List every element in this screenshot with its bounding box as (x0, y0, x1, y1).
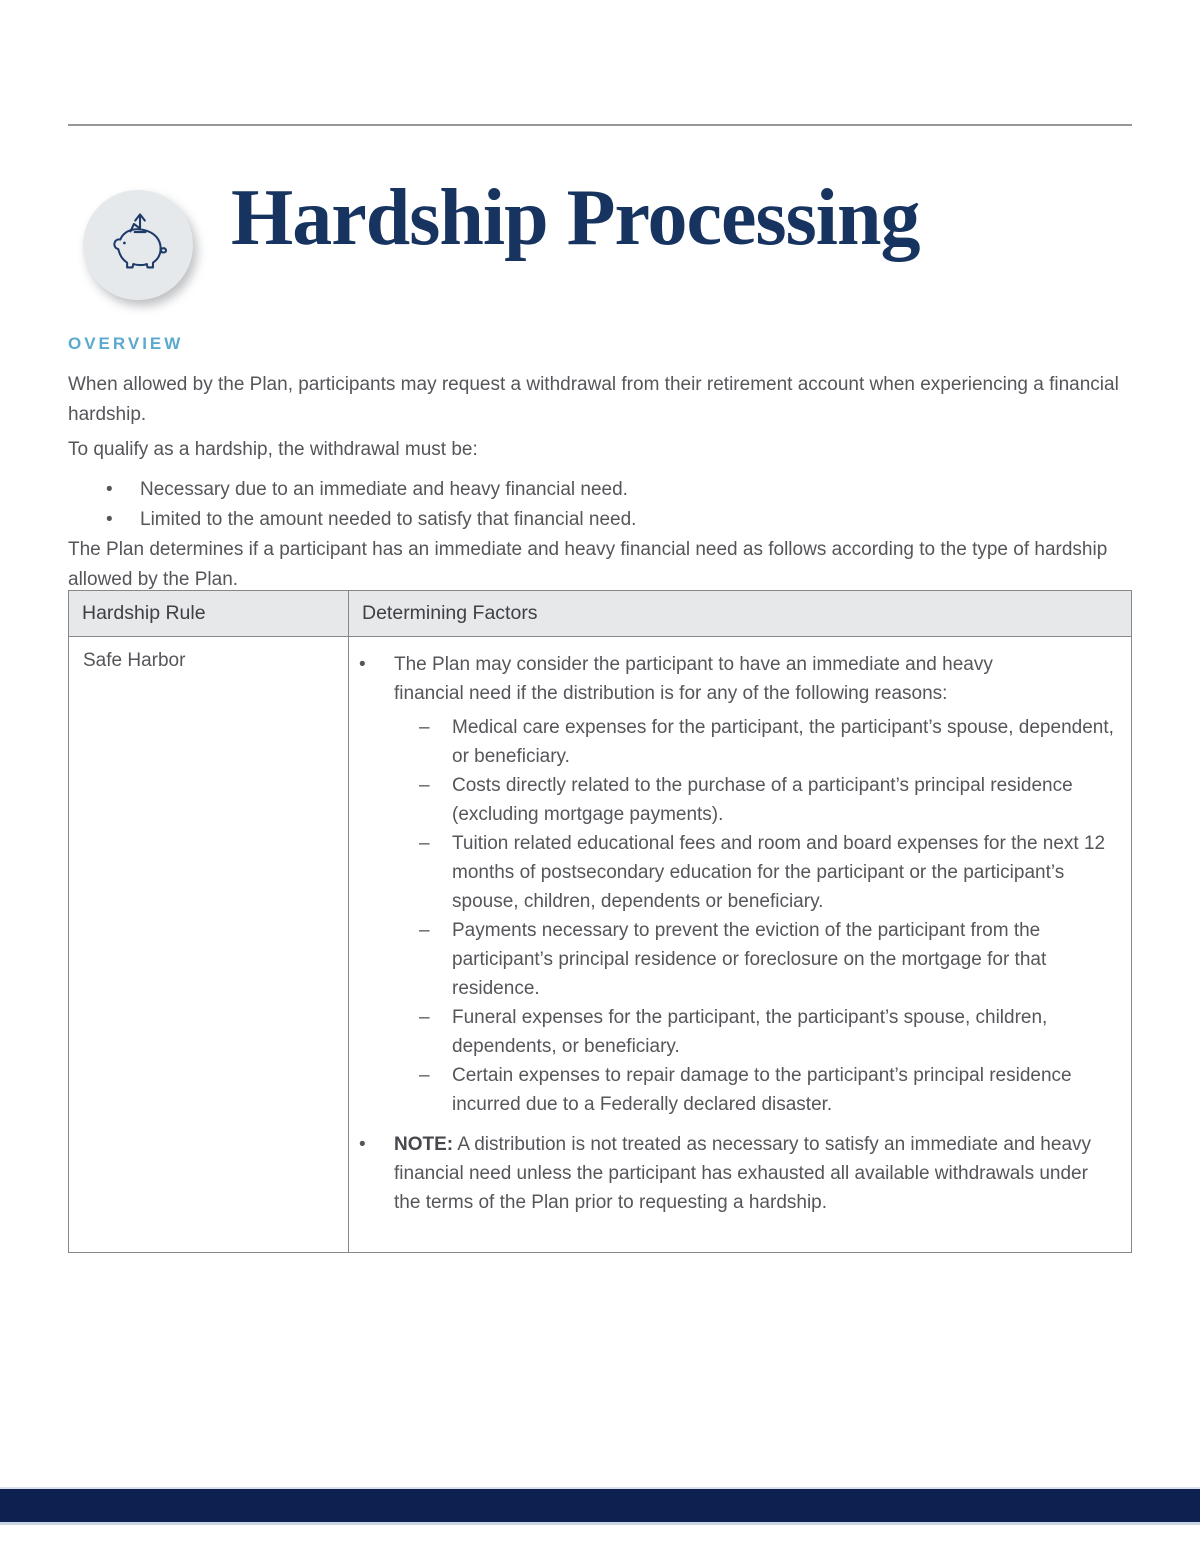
reason-item: – Payments necessary to prevent the eviction of the participant from the participant’s principal residence or foreclosure on the mortgage for that residence. (349, 916, 1127, 1003)
table-header-row (69, 591, 1132, 637)
overview-heading: OVERVIEW (68, 334, 184, 353)
reason-item: – Certain expenses to repair damage to the participant’s principal residence incurred due to a Federally declared disaster. (349, 1061, 1127, 1119)
hardship-table (68, 590, 1132, 1253)
overview-paragraph-3: The Plan determines if a participant has an immediate and heavy financial need as follows according to the type of hardship allowed by the Plan. (68, 539, 1108, 590)
overview-paragraph-2: To qualify as a hardship, the withdrawal must be: (68, 439, 478, 460)
overview-body (68, 370, 1132, 600)
overview-paragraph-1: When allowed by the Plan, participants may request a withdrawal from their retirement account when experiencing a financial hardship. (68, 374, 1119, 425)
column-header-hardship-rule: Hardship Rule (69, 591, 349, 637)
rule-cell: Safe Harbor (69, 637, 349, 1253)
safe-harbor-reasons-list (349, 713, 1127, 1119)
reason-item: – Funeral expenses for the participant, the participant’s spouse, children, dependents, or beneficiary. (349, 1003, 1127, 1061)
piggy-bank-badge (83, 190, 193, 300)
note-text: A distribution is not treated as necessary to satisfy an immediate and heavy financial need unless the participant has exhausted all available withdrawals under the terms of the Plan prior to requesting a hardship. (394, 1134, 1092, 1213)
note-label: NOTE: (394, 1134, 454, 1155)
reason-item: – Costs directly related to the purchase of a participant’s principal residence (excluding mortgage payments). (349, 771, 1127, 829)
table-row-safe-harbor (69, 637, 1132, 1253)
lead-bullet: • The Plan may consider the participant to have an immediate and heavy financial need if the distribution is for any of the following reasons: (349, 650, 1054, 708)
note-bullet (349, 1130, 1094, 1217)
list-item: • Necessary due to an immediate and heavy financial need. (68, 475, 1132, 505)
top-divider (68, 124, 1132, 126)
reason-item: – Tuition related educational fees and room and board expenses for the next 12 months of postsecondary education for the participant or the participant’s spouse, children, dependents or beneficiary. (349, 829, 1127, 916)
list-item: • Limited to the amount needed to satisfy that financial need. (68, 505, 1132, 535)
qualification-list (68, 475, 1132, 535)
factors-cell (349, 637, 1132, 1253)
reason-item: – Medical care expenses for the participant, the participant’s spouse, dependent, or beneficiary. (349, 713, 1127, 771)
column-header-determining-factors: Determining Factors (349, 591, 1132, 637)
footer-bar (0, 1487, 1200, 1525)
piggy-bank-icon (104, 211, 172, 279)
page-title: Hardship Processing (231, 174, 920, 262)
